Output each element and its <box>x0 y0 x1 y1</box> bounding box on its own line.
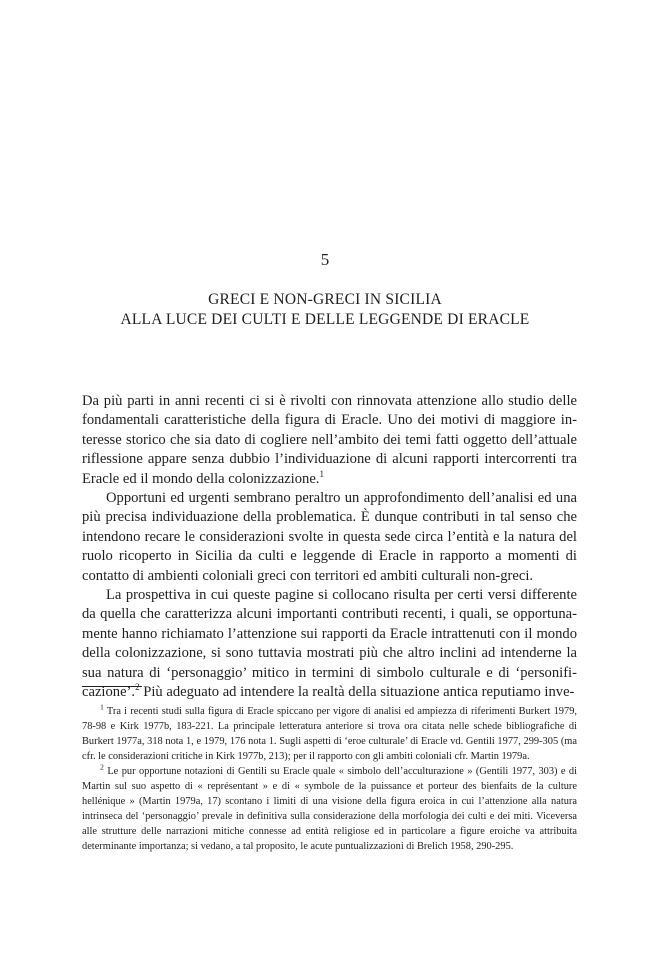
footnote-2-text: Le pur opportune notazioni di Gentili su Eracle quale « simbolo dell’acculturazione » (Gentili 1977, 303) e di Martin sul suo aspetto di « représentant » e di « symbole de la puissance et porteur des bienfaits de la culture hellénique » (Martin 1979a, 17) scontano i limiti di una visione della figura eroica in cui l’attenzione alla natura intrinseca del ‘personaggio’ prevale in definitiva sulla considerazione della morfologia dei culti e dei miti. Viceversa alle strutture delle narrazioni mitiche connesse ad entità religiose ed in particolare a figure eroiche va attribuita determinante importanza; si vedano, a tal proposito, le acute puntualizzazioni di Brelich 1958, 290-295. <box>82 766 578 852</box>
paragraph-1-text: Da più parti in anni recenti ci si è rivolti con rinnovata attenzione allo studio delle fondamentali caratteristiche della figura di Eracle. Uno dei motivi di maggiore interesse storico che sia dato di cogliere nell’ambito dei temi fatti oggetto dell’attuale riflessione appare senza dubbio l’individuazione di alcuni rapporti intercorrenti tra Eracle ed il mondo della colonizzazione. <box>82 393 577 487</box>
footnote-ref-2: 2 <box>135 682 140 693</box>
paragraph-3 <box>82 586 577 702</box>
chapter-title-line-1: GRECI E NON-GRECI IN SICILIA <box>208 291 442 308</box>
paragraph-3-text-a: La prospettiva in cui queste pagine si collocano risulta per certi versi differente da quella che caratterizza alcuni importanti contributi recenti, i quali, se opportunamente hanno richiamato l’attenzione sui rapporti da Eracle intrattenuti con il mondo della colonizzazione, si sono tuttavia mostrati più che altro inclini ad intenderne la sua natura di ‘personaggio’ mitico in termini di simbolo culturale e di ‘personificazione’. <box>82 587 577 701</box>
chapter-number: 5 <box>320 250 330 269</box>
footnote-1 <box>82 704 577 764</box>
footnote-2 <box>82 764 577 854</box>
paragraph-2: Opportuni ed urgenti sembrano peraltro un approfondimento dell’analisi ed una più precisa individuazione della problematica. È dunque contributi in tal senso che intendono recare le considerazioni svolte in questa sede circa l’entità e la natura del ruolo ricoperto in Sicilia da culti e leggende di Eracle in rapporto a momenti di contatto di ambienti coloniali greci con territori ed ambiti culturali non-greci. <box>82 490 577 584</box>
footnotes <box>82 704 577 854</box>
footnote-2-marker: 2 <box>100 762 104 772</box>
body-text <box>82 392 577 703</box>
paragraph-1 <box>82 392 577 489</box>
footnote-1-marker: 1 <box>100 702 104 712</box>
footnote-1-text: Tra i recenti studi sulla figura di Eracle spiccano per vigore di analisi ed ampiezza di riferimenti Burkert 1979, 78-98 e Kirk 1977b, 183-221. La principale letteratura anteriore si trova ora citata nelle schede bibliografiche di Burkert 1977a, 318 nota 1, e 1979, 176 nota 1. Sugli aspetti di ‘eroe culturale’ di Eracle vd. Gentili 1977, 299-305 (ma cfr. le considerazioni critiche in Kirk 1977b, 213); per il rapporto con gli ambiti coloniali cfr. Martin 1979a. <box>82 706 577 762</box>
paragraph-3-text-b: Più adeguato ad intendere la realtà della situazione antica reputiamo inve- <box>139 684 575 701</box>
chapter-title <box>0 290 650 330</box>
footnote-ref-1: 1 <box>319 468 324 479</box>
chapter-title-line-2: ALLA LUCE DEI CULTI E DELLE LEGGENDE DI ERACLE <box>120 311 530 328</box>
footnote-divider <box>82 686 142 687</box>
